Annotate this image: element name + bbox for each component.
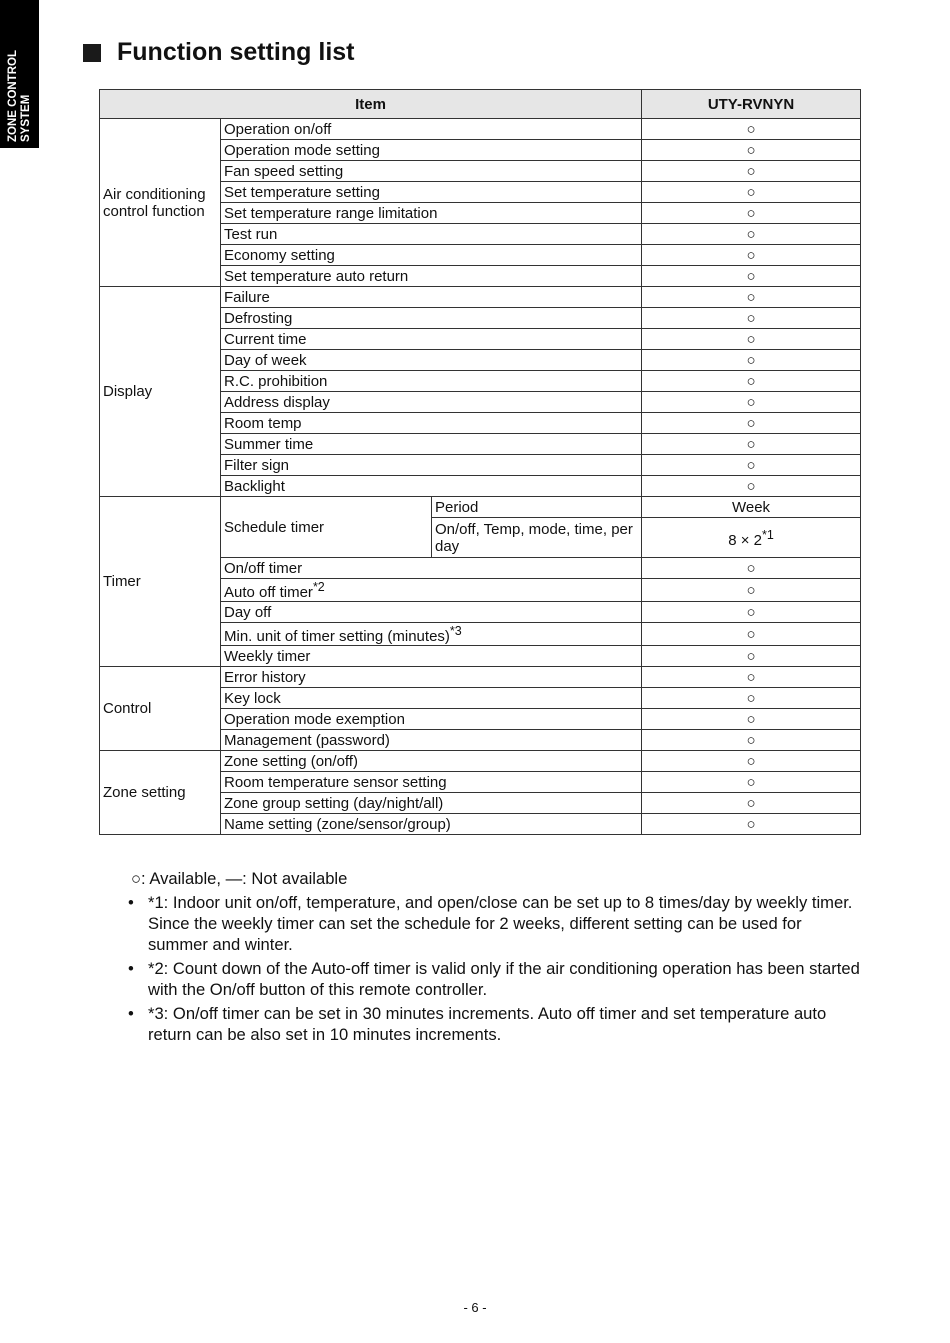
availability-value <box>642 730 861 751</box>
footnote-text: *3: On/off timer can be set in 30 minutes increments. Auto off timer and set temperature auto return can be also set in 10 minutes increments. <box>148 1004 827 1044</box>
item-label-text: Zone group setting (day/night/all) <box>224 794 444 812</box>
item-label <box>221 371 642 392</box>
availability-value-text: ○ <box>746 625 756 643</box>
section-heading <box>83 38 355 67</box>
item-label <box>221 688 642 709</box>
item-label <box>221 161 642 182</box>
availability-value-text: ○ <box>746 794 756 812</box>
item-label-text: Set temperature range limitation <box>224 204 438 222</box>
table-row <box>100 667 861 688</box>
item-label-text: Day of week <box>224 351 307 369</box>
item-label <box>221 730 642 751</box>
availability-value <box>642 602 861 623</box>
footnote-item <box>128 958 866 1000</box>
availability-value-text: ○ <box>746 309 756 327</box>
availability-value-text: Week <box>731 498 771 516</box>
availability-value <box>642 751 861 772</box>
availability-value <box>642 476 861 497</box>
item-label <box>221 266 642 287</box>
availability-value-text: ○ <box>746 162 756 180</box>
item-label <box>221 455 642 476</box>
side-tab-line1: ZONE CONTROL <box>6 50 19 142</box>
item-label <box>221 245 642 266</box>
availability-value-text: ○ <box>746 393 756 411</box>
footnote-item <box>128 1003 866 1045</box>
function-setting-table <box>99 89 861 835</box>
category-label <box>100 667 221 751</box>
item-label-text: Operation mode setting <box>224 141 380 159</box>
availability-value <box>642 623 861 646</box>
availability-value <box>642 266 861 287</box>
item-label-text: Zone setting (on/off) <box>224 752 358 770</box>
item-label-text: On/off timer <box>224 559 303 577</box>
availability-value-text: ○ <box>746 710 756 728</box>
availability-value <box>642 709 861 730</box>
bullet-icon: • <box>128 893 134 912</box>
item-label <box>221 182 642 203</box>
availability-value <box>642 413 861 434</box>
availability-value-text: ○ <box>746 225 756 243</box>
section-side-tab-label <box>0 0 39 148</box>
table-row <box>100 119 861 140</box>
availability-value <box>642 455 861 476</box>
availability-value <box>642 308 861 329</box>
item-label-text: Management (password) <box>224 731 390 749</box>
item-label-text: Test run <box>224 225 278 243</box>
item-label-text: Failure <box>224 288 270 306</box>
item-label <box>221 602 642 623</box>
item-label <box>221 119 642 140</box>
item-label <box>221 392 642 413</box>
section-side-tab <box>0 0 39 148</box>
footnote-text: *2: Count down of the Auto-off timer is valid only if the air conditioning operation has been started with the On/off button of this remote controller. <box>148 959 860 999</box>
availability-value <box>642 497 861 518</box>
availability-value-text: ○ <box>746 603 756 621</box>
availability-value-text: 8 × 2 <box>728 531 762 549</box>
header-item: Item <box>100 90 642 119</box>
availability-value <box>642 667 861 688</box>
sub-item-label <box>432 497 642 518</box>
sub-item-label <box>432 518 642 558</box>
availability-value <box>642 688 861 709</box>
footnote-item <box>128 892 866 955</box>
item-label <box>221 224 642 245</box>
availability-value <box>642 329 861 350</box>
availability-value-text: ○ <box>746 330 756 348</box>
availability-value <box>642 182 861 203</box>
sub-item-label-text: On/off, Temp, mode, time, per day <box>435 520 633 555</box>
category-label <box>100 119 221 287</box>
item-label <box>221 751 642 772</box>
item-label <box>221 646 642 667</box>
availability-value-text: ○ <box>746 456 756 474</box>
item-label-text: Error history <box>224 668 306 686</box>
availability-value <box>642 371 861 392</box>
schedule-timer-label-text: Schedule timer <box>224 518 325 536</box>
availability-value <box>642 392 861 413</box>
item-label-text: Filter sign <box>224 456 290 474</box>
category-label <box>100 751 221 835</box>
availability-value-text: ○ <box>746 141 756 159</box>
schedule-timer-label <box>221 497 432 558</box>
availability-value <box>642 793 861 814</box>
item-label <box>221 709 642 730</box>
item-label <box>221 772 642 793</box>
item-label-text: Room temperature sensor setting <box>224 773 447 791</box>
item-label <box>221 558 642 579</box>
table-body <box>100 119 861 835</box>
item-label-text: Name setting (zone/sensor/group) <box>224 815 451 833</box>
item-label-text: Operation mode exemption <box>224 710 405 728</box>
availability-value-text: ○ <box>746 477 756 495</box>
item-label <box>221 579 642 602</box>
availability-value <box>642 287 861 308</box>
availability-value <box>642 579 861 602</box>
availability-value <box>642 558 861 579</box>
item-label-text: Set temperature setting <box>224 183 380 201</box>
table-header-row <box>100 90 861 119</box>
bullet-icon: • <box>128 1004 134 1023</box>
item-label <box>221 329 642 350</box>
availability-value-text: ○ <box>746 267 756 285</box>
availability-value <box>642 772 861 793</box>
availability-value-text: ○ <box>746 351 756 369</box>
availability-value-text: ○ <box>746 559 756 577</box>
availability-value-text: ○ <box>746 414 756 432</box>
availability-value <box>642 245 861 266</box>
availability-value-text: ○ <box>746 773 756 791</box>
item-label <box>221 350 642 371</box>
availability-value <box>642 140 861 161</box>
square-bullet-icon <box>83 44 101 62</box>
availability-value-text: ○ <box>746 183 756 201</box>
item-label <box>221 203 642 224</box>
availability-value-text: ○ <box>746 752 756 770</box>
item-label <box>221 793 642 814</box>
footnote-text: *1: Indoor unit on/off, temperature, and open/close can be set up to 8 times/day by weekly timer. Since the weekly timer can set the schedule for 2 weeks, different setting can be used for summer and winter. <box>148 893 853 954</box>
sub-item-label-text: Period <box>435 498 479 516</box>
item-label <box>221 814 642 835</box>
category-label-text: Control <box>103 700 152 717</box>
item-label-text: Defrosting <box>224 309 293 327</box>
item-label-text: Key lock <box>224 689 281 707</box>
category-label-text: Zone setting <box>103 784 186 801</box>
item-label-text: Fan speed setting <box>224 162 344 180</box>
footnote-mark: *2 <box>312 580 325 594</box>
availability-value-text: ○ <box>746 647 756 665</box>
notes <box>128 868 866 1048</box>
page-title: Function setting list <box>117 38 355 66</box>
availability-value-text: ○ <box>746 204 756 222</box>
table-row <box>100 751 861 772</box>
item-label <box>221 140 642 161</box>
category-label-text: Air conditioning control function <box>103 185 206 220</box>
item-label-text: Auto off timer <box>224 584 313 601</box>
header-model: UTY-RVNYN <box>642 90 861 119</box>
availability-value-text: ○ <box>746 731 756 749</box>
availability-value-text: ○ <box>746 288 756 306</box>
availability-value-text: ○ <box>746 581 756 599</box>
bullet-icon: • <box>128 959 134 978</box>
item-label <box>221 623 642 646</box>
availability-value <box>642 518 861 558</box>
availability-value <box>642 224 861 245</box>
item-label-text: Set temperature auto return <box>224 267 409 285</box>
page-number: - 6 - <box>463 1300 487 1315</box>
item-label <box>221 308 642 329</box>
availability-value-text: ○ <box>746 120 756 138</box>
availability-value-text: ○ <box>746 246 756 264</box>
availability-value-text: ○ <box>746 815 756 833</box>
category-label <box>100 287 221 497</box>
item-label-text: R.C. prohibition <box>224 372 328 390</box>
item-label <box>221 667 642 688</box>
availability-value <box>642 119 861 140</box>
table-row <box>100 497 861 518</box>
item-label-text: Summer time <box>224 435 314 453</box>
item-label <box>221 287 642 308</box>
footnote-list <box>128 892 866 1045</box>
item-label <box>221 476 642 497</box>
item-label-text: Current time <box>224 330 307 348</box>
availability-value-text: ○ <box>746 372 756 390</box>
category-label-text: Timer <box>103 573 141 590</box>
item-label <box>221 413 642 434</box>
category-label-text: Display <box>103 383 153 400</box>
availability-value-text: ○ <box>746 435 756 453</box>
availability-value <box>642 161 861 182</box>
item-label-text: Operation on/off <box>224 120 332 138</box>
table-row <box>100 287 861 308</box>
availability-value <box>642 646 861 667</box>
availability-value-text: ○ <box>746 689 756 707</box>
item-label <box>221 434 642 455</box>
item-label-text: Economy setting <box>224 246 335 264</box>
footnote-mark: *1 <box>761 527 774 542</box>
item-label-text: Min. unit of timer setting (minutes) <box>224 628 450 645</box>
category-label <box>100 497 221 667</box>
item-label-text: Weekly timer <box>224 647 311 665</box>
item-label-text: Address display <box>224 393 330 411</box>
item-label-text: Day off <box>224 603 272 621</box>
item-label-text: Room temp <box>224 414 302 432</box>
item-label-text: Backlight <box>224 477 285 495</box>
footnote-mark: *3 <box>449 624 462 638</box>
side-tab-line2: SYSTEM <box>19 94 32 142</box>
availability-value <box>642 203 861 224</box>
availability-value <box>642 350 861 371</box>
availability-value <box>642 814 861 835</box>
availability-value-text: ○ <box>746 668 756 686</box>
availability-legend: ○: Available, —: Not available <box>131 869 348 888</box>
availability-value <box>642 434 861 455</box>
